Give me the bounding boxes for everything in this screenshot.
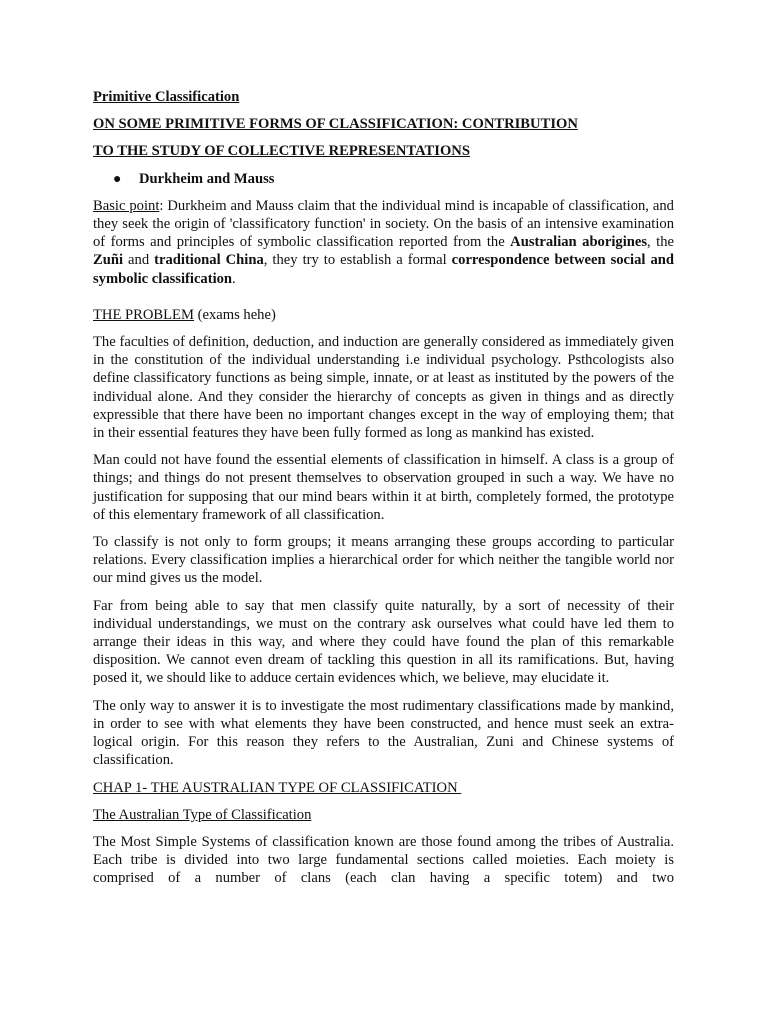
- basic-point-text-3: and: [123, 252, 155, 269]
- paragraph: Man could not have found the essential elements of classification in himself. A class is a group of things; and things do not present themselves to observation grouped in such a way. We have no justification for supposing that our mind bears within it at birth, completely formed, the prototype of this elementary framework of all classification.: [93, 452, 674, 523]
- paragraph: To classify is not only to form groups; it means arranging these groups according to particular relations. Every classification implies a hierarchical order for which neither the tangible world nor our mind gives us the model.: [93, 534, 674, 587]
- basic-point-bold-2: Zuñi: [93, 252, 124, 269]
- basic-point-paragraph: [93, 197, 674, 288]
- paragraph-continued: The Most Simple Systems of classification known are those found among the tribes of Australia. Each tribe is divided into two large fundamental sections called moieties. Each moiety is comprised of a number of clans (each clan having a specific totem) and two: [93, 833, 674, 887]
- bullet-text: Durkheim and Mauss: [139, 170, 275, 187]
- basic-point-bold-3: traditional China: [154, 252, 264, 269]
- bullet-icon: ●: [113, 171, 122, 187]
- problem-suffix: (exams hehe): [193, 306, 276, 323]
- basic-point-label: Basic point: [93, 197, 160, 214]
- paragraph: Far from being able to say that men classify quite naturally, by a sort of necessity of their individual understandings, we must on the contrary ask ourselves what could have led them to arrange their ideas in this way, and where they could have found the plan of this remarkable disposition. We cannot even dream of tackling this question in all its ramifications. But, having posed it, we should like to adduce certain evidences which, we believe, may elucidate it.: [93, 597, 674, 687]
- doc-title: Primitive Classification: [93, 89, 240, 105]
- main-heading-line-1: ON SOME PRIMITIVE FORMS OF CLASSIFICATION: CONTRIBUTION: [93, 116, 578, 133]
- basic-point-text-5: .: [232, 270, 236, 287]
- bullet-item: [93, 170, 674, 188]
- problem-heading: [93, 306, 674, 324]
- problem-label: THE PROBLEM: [93, 306, 194, 323]
- basic-point-text-2: , the: [647, 234, 674, 251]
- paragraph: The faculties of definition, deduction, and induction are generally considered as immediately given in the constitution of the individual understanding i.e individual psychology. Psthcologists also define classificatory functions as being simple, innate, or at least as instituted by the powers of the individual alone. And they consider the hierarchy of concepts as given in things and as directly expressible that there have been no important changes except in the way of employing them; that in their essential features they have been fully formed as long as mankind has existed.: [93, 334, 674, 442]
- basic-point-text-4: , they try to establish a formal: [263, 252, 452, 269]
- main-heading-line-2: TO THE STUDY OF COLLECTIVE REPRESENTATIONS: [93, 143, 470, 160]
- basic-point-text-1: : Durkheim and Mauss claim that the individual mind is incapable of classification, and they seek the origin of 'classificatory function' in society. On the basis of an intensive examination of forms and principles of symbolic classification reported from the: [93, 197, 674, 251]
- paragraph: The only way to answer it is to investigate the most rudimentary classifications made by mankind, in order to see with what elements they have been constructed, and hence must seek an extra-logical origin. For this reason they refers to the Australian, Zuni and Chinese systems of classification.: [93, 697, 674, 769]
- chapter-heading: CHAP 1- THE AUSTRALIAN TYPE OF CLASSIFICATION: [93, 779, 462, 796]
- basic-point-bold-4: correspondence between social and symbolic classification: [93, 252, 674, 287]
- section-subheading: The Australian Type of Classification: [93, 806, 312, 823]
- basic-point-bold-1: Australian aborigines: [510, 234, 648, 251]
